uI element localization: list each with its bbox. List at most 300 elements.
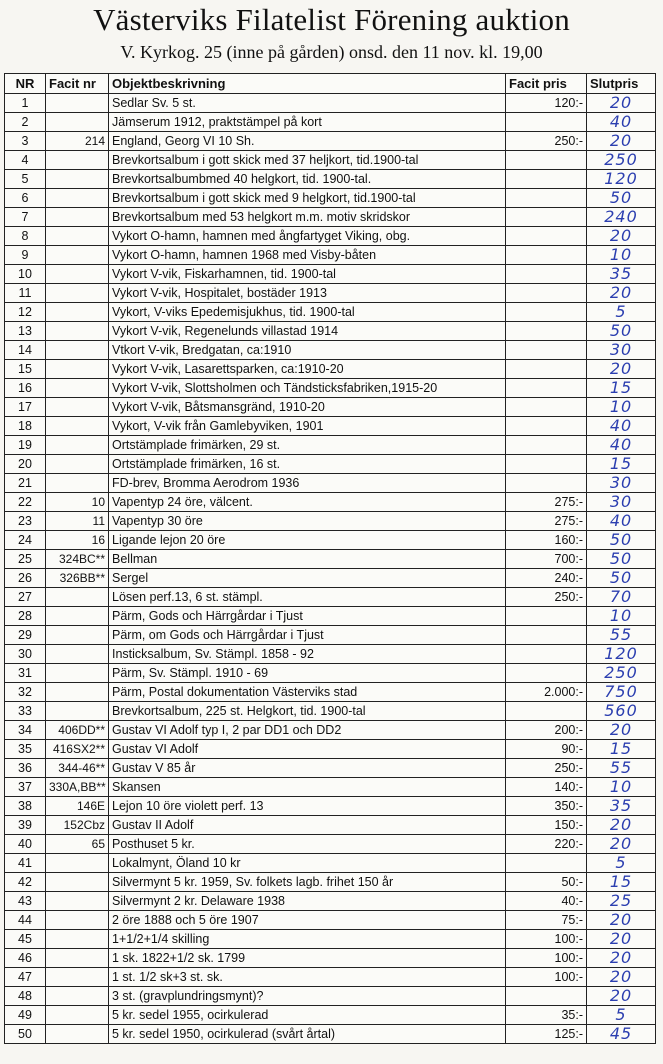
table-row: [5, 94, 656, 113]
cell-facit-nr: [46, 588, 109, 607]
cell-nr: 49: [5, 1006, 46, 1025]
cell-facit-pris: [506, 854, 587, 873]
cell-objektbeskrivning: Vykort V-vik, Hospitalet, bostäder 1913: [109, 284, 506, 303]
cell-facit-pris: [506, 417, 587, 436]
page-subtitle: V. Kyrkog. 25 (inne på gården) onsd. den 11 nov. kl. 19,00: [120, 42, 543, 62]
table-row: [5, 341, 656, 360]
table-row: [5, 493, 656, 512]
cell-nr: 7: [5, 208, 46, 227]
table-row: [5, 740, 656, 759]
cell-facit-pris: 250:-: [506, 588, 587, 607]
cell-facit-nr: [46, 436, 109, 455]
cell-nr: 29: [5, 626, 46, 645]
cell-objektbeskrivning: Bellman: [109, 550, 506, 569]
cell-objektbeskrivning: Ortstämplade frimärken, 16 st.: [109, 455, 506, 474]
cell-slutpris: 30: [587, 474, 656, 493]
table-row: [5, 968, 656, 987]
cell-objektbeskrivning: Sergel: [109, 569, 506, 588]
cell-facit-nr: 326BB**: [46, 569, 109, 588]
table-header-row: [5, 74, 656, 94]
cell-slutpris: 120: [587, 645, 656, 664]
table-row: [5, 569, 656, 588]
cell-objektbeskrivning: Lejon 10 öre violett perf. 13: [109, 797, 506, 816]
cell-facit-nr: [46, 322, 109, 341]
cell-facit-pris: [506, 341, 587, 360]
cell-facit-pris: 40:-: [506, 892, 587, 911]
cell-facit-nr: [46, 227, 109, 246]
cell-slutpris: 15: [587, 740, 656, 759]
cell-facit-pris: [506, 626, 587, 645]
cell-slutpris: 30: [587, 493, 656, 512]
cell-objektbeskrivning: Lokalmynt, Öland 10 kr: [109, 854, 506, 873]
cell-nr: 4: [5, 151, 46, 170]
cell-facit-nr: [46, 189, 109, 208]
cell-objektbeskrivning: Vykort V-vik, Båtsmansgränd, 1910-20: [109, 398, 506, 417]
table-row: [5, 322, 656, 341]
cell-facit-nr: 330A,BB**: [46, 778, 109, 797]
cell-objektbeskrivning: Vykort, V-vik från Gamlebyviken, 1901: [109, 417, 506, 436]
cell-facit-nr: [46, 341, 109, 360]
cell-facit-nr: 152Cbz: [46, 816, 109, 835]
cell-objektbeskrivning: Gustav II Adolf: [109, 816, 506, 835]
cell-nr: 43: [5, 892, 46, 911]
cell-facit-pris: 250:-: [506, 759, 587, 778]
cell-facit-pris: [506, 398, 587, 417]
cell-nr: 9: [5, 246, 46, 265]
cell-facit-pris: 50:-: [506, 873, 587, 892]
table-row: [5, 151, 656, 170]
cell-objektbeskrivning: 1 st. 1/2 sk+3 st. sk.: [109, 968, 506, 987]
cell-facit-pris: 250:-: [506, 132, 587, 151]
cell-slutpris: 20: [587, 360, 656, 379]
cell-facit-nr: [46, 170, 109, 189]
table-row: [5, 702, 656, 721]
cell-objektbeskrivning: Pärm, Gods och Härrgårdar i Tjust: [109, 607, 506, 626]
cell-slutpris: 20: [587, 949, 656, 968]
cell-facit-nr: [46, 911, 109, 930]
cell-facit-pris: [506, 208, 587, 227]
cell-facit-nr: 406DD**: [46, 721, 109, 740]
cell-facit-pris: [506, 360, 587, 379]
cell-objektbeskrivning: Vykort V-vik, Lasarettsparken, ca:1910-20: [109, 360, 506, 379]
cell-nr: 37: [5, 778, 46, 797]
cell-facit-nr: [46, 265, 109, 284]
cell-slutpris: 20: [587, 132, 656, 151]
cell-facit-nr: 16: [46, 531, 109, 550]
cell-slutpris: 40: [587, 113, 656, 132]
cell-facit-pris: 140:-: [506, 778, 587, 797]
cell-facit-nr: [46, 892, 109, 911]
table-row: [5, 683, 656, 702]
cell-slutpris: 20: [587, 835, 656, 854]
cell-slutpris: 5: [587, 1006, 656, 1025]
column-header-facit-pris: Facit pris: [506, 74, 587, 94]
cell-nr: 42: [5, 873, 46, 892]
cell-slutpris: 10: [587, 778, 656, 797]
table-row: [5, 208, 656, 227]
cell-slutpris: 55: [587, 626, 656, 645]
cell-objektbeskrivning: Pärm, om Gods och Härrgårdar i Tjust: [109, 626, 506, 645]
column-header-slutpris: Slutpris: [587, 74, 656, 94]
cell-nr: 31: [5, 664, 46, 683]
cell-objektbeskrivning: Pärm, Postal dokumentation Västerviks stad: [109, 683, 506, 702]
table-row: [5, 227, 656, 246]
cell-objektbeskrivning: Vykort O-hamn, hamnen 1968 med Visby-båten: [109, 246, 506, 265]
cell-nr: 18: [5, 417, 46, 436]
cell-slutpris: 10: [587, 398, 656, 417]
cell-objektbeskrivning: Brevkortsalbum i gott skick med 37 heljkort, tid.1900-tal: [109, 151, 506, 170]
cell-nr: 6: [5, 189, 46, 208]
cell-slutpris: 240: [587, 208, 656, 227]
table-row: [5, 664, 656, 683]
cell-nr: 27: [5, 588, 46, 607]
cell-objektbeskrivning: Vykort, V-viks Epedemisjukhus, tid. 1900-tal: [109, 303, 506, 322]
cell-slutpris: 560: [587, 702, 656, 721]
cell-objektbeskrivning: 1 sk. 1822+1/2 sk. 1799: [109, 949, 506, 968]
table-row: [5, 512, 656, 531]
cell-objektbeskrivning: 3 st. (gravplundringsmynt)?: [109, 987, 506, 1006]
cell-objektbeskrivning: Brevkortsalbumbmed 40 helgkort, tid. 1900-tal.: [109, 170, 506, 189]
table-row: [5, 360, 656, 379]
cell-slutpris: 250: [587, 664, 656, 683]
cell-objektbeskrivning: Skansen: [109, 778, 506, 797]
cell-slutpris: 50: [587, 189, 656, 208]
cell-objektbeskrivning: England, Georg VI 10 Sh.: [109, 132, 506, 151]
cell-slutpris: 5: [587, 303, 656, 322]
cell-facit-pris: 700:-: [506, 550, 587, 569]
cell-objektbeskrivning: Vapentyp 24 öre, välcent.: [109, 493, 506, 512]
table-row: [5, 417, 656, 436]
cell-slutpris: 10: [587, 246, 656, 265]
cell-nr: 25: [5, 550, 46, 569]
cell-objektbeskrivning: Posthuset 5 kr.: [109, 835, 506, 854]
table-row: [5, 265, 656, 284]
cell-facit-pris: [506, 265, 587, 284]
cell-facit-nr: 146E: [46, 797, 109, 816]
cell-facit-nr: [46, 94, 109, 113]
table-row: [5, 436, 656, 455]
cell-nr: 50: [5, 1025, 46, 1044]
cell-nr: 33: [5, 702, 46, 721]
cell-nr: 44: [5, 911, 46, 930]
cell-objektbeskrivning: Sedlar Sv. 5 st.: [109, 94, 506, 113]
table-row: [5, 816, 656, 835]
cell-facit-pris: 100:-: [506, 968, 587, 987]
cell-facit-nr: [46, 854, 109, 873]
table-row: [5, 835, 656, 854]
cell-facit-pris: [506, 170, 587, 189]
cell-slutpris: 50: [587, 550, 656, 569]
table-row: [5, 132, 656, 151]
cell-slutpris: 5: [587, 854, 656, 873]
cell-facit-nr: 324BC**: [46, 550, 109, 569]
cell-nr: 40: [5, 835, 46, 854]
cell-nr: 22: [5, 493, 46, 512]
cell-facit-pris: 100:-: [506, 930, 587, 949]
cell-facit-nr: [46, 968, 109, 987]
cell-facit-nr: [46, 208, 109, 227]
cell-slutpris: 30: [587, 341, 656, 360]
cell-nr: 28: [5, 607, 46, 626]
cell-slutpris: 20: [587, 930, 656, 949]
cell-objektbeskrivning: Vykort V-vik, Fiskarhamnen, tid. 1900-tal: [109, 265, 506, 284]
cell-facit-nr: [46, 379, 109, 398]
cell-facit-pris: [506, 702, 587, 721]
cell-nr: 20: [5, 455, 46, 474]
cell-facit-pris: 150:-: [506, 816, 587, 835]
cell-slutpris: 70: [587, 588, 656, 607]
table-body: [5, 94, 656, 1044]
cell-nr: 32: [5, 683, 46, 702]
cell-slutpris: 250: [587, 151, 656, 170]
cell-facit-pris: [506, 607, 587, 626]
table-row: [5, 531, 656, 550]
cell-slutpris: 40: [587, 417, 656, 436]
cell-nr: 48: [5, 987, 46, 1006]
cell-objektbeskrivning: 5 kr. sedel 1950, ocirkulerad (svårt årtal): [109, 1025, 506, 1044]
cell-nr: 24: [5, 531, 46, 550]
table-row: [5, 721, 656, 740]
cell-facit-pris: 220:-: [506, 835, 587, 854]
auction-table: [4, 73, 656, 1044]
cell-slutpris: 750: [587, 683, 656, 702]
cell-facit-nr: [46, 417, 109, 436]
table-row: [5, 873, 656, 892]
table-row: [5, 949, 656, 968]
cell-nr: 17: [5, 398, 46, 417]
cell-objektbeskrivning: Silvermynt 2 kr. Delaware 1938: [109, 892, 506, 911]
cell-nr: 41: [5, 854, 46, 873]
cell-objektbeskrivning: Brevkortsalbum med 53 helgkort m.m. motiv skridskor: [109, 208, 506, 227]
cell-objektbeskrivning: Vtkort V-vik, Bredgatan, ca:1910: [109, 341, 506, 360]
cell-nr: 23: [5, 512, 46, 531]
cell-objektbeskrivning: Gustav VI Adolf: [109, 740, 506, 759]
cell-facit-pris: 2.000:-: [506, 683, 587, 702]
cell-facit-pris: 350:-: [506, 797, 587, 816]
cell-nr: 13: [5, 322, 46, 341]
cell-nr: 34: [5, 721, 46, 740]
column-header-nr: NR: [5, 74, 46, 94]
cell-slutpris: 20: [587, 94, 656, 113]
table-row: [5, 797, 656, 816]
cell-facit-pris: 275:-: [506, 512, 587, 531]
cell-nr: 8: [5, 227, 46, 246]
cell-facit-nr: [46, 949, 109, 968]
cell-facit-pris: [506, 113, 587, 132]
table-row: [5, 455, 656, 474]
cell-objektbeskrivning: FD-brev, Bromma Aerodrom 1936: [109, 474, 506, 493]
cell-facit-pris: [506, 455, 587, 474]
cell-objektbeskrivning: Brevkortsalbum i gott skick med 9 helgkort, tid.1900-tal: [109, 189, 506, 208]
cell-facit-nr: 416SX2**: [46, 740, 109, 759]
cell-facit-nr: [46, 151, 109, 170]
cell-facit-nr: [46, 284, 109, 303]
table-row: [5, 588, 656, 607]
table-row: [5, 759, 656, 778]
cell-objektbeskrivning: Vykort V-vik, Slottsholmen och Tändsticksfabriken,1915-20: [109, 379, 506, 398]
cell-facit-nr: [46, 474, 109, 493]
cell-nr: 14: [5, 341, 46, 360]
cell-objektbeskrivning: Gustav V 85 år: [109, 759, 506, 778]
cell-slutpris: 40: [587, 512, 656, 531]
cell-slutpris: 15: [587, 379, 656, 398]
cell-facit-nr: 65: [46, 835, 109, 854]
cell-facit-nr: [46, 113, 109, 132]
cell-slutpris: 15: [587, 873, 656, 892]
cell-facit-nr: [46, 1025, 109, 1044]
cell-facit-pris: 120:-: [506, 94, 587, 113]
cell-slutpris: 35: [587, 797, 656, 816]
page-title: Västerviks Filatelist Förening auktion: [93, 2, 570, 37]
cell-nr: 39: [5, 816, 46, 835]
cell-facit-pris: [506, 322, 587, 341]
table-row: [5, 474, 656, 493]
cell-slutpris: 15: [587, 455, 656, 474]
cell-facit-pris: [506, 664, 587, 683]
cell-nr: 12: [5, 303, 46, 322]
cell-nr: 16: [5, 379, 46, 398]
table-row: [5, 170, 656, 189]
table-row: [5, 398, 656, 417]
cell-slutpris: 35: [587, 265, 656, 284]
cell-slutpris: 10: [587, 607, 656, 626]
cell-facit-pris: [506, 151, 587, 170]
cell-facit-nr: [46, 246, 109, 265]
cell-nr: 19: [5, 436, 46, 455]
table-row: [5, 645, 656, 664]
cell-facit-nr: [46, 455, 109, 474]
cell-nr: 36: [5, 759, 46, 778]
table-row: [5, 303, 656, 322]
cell-facit-pris: 100:-: [506, 949, 587, 968]
cell-facit-pris: [506, 227, 587, 246]
table-row: [5, 892, 656, 911]
cell-facit-nr: 10: [46, 493, 109, 512]
cell-objektbeskrivning: Silvermynt 5 kr. 1959, Sv. folkets lagb. frihet 150 år: [109, 873, 506, 892]
cell-facit-nr: [46, 607, 109, 626]
cell-slutpris: 45: [587, 1025, 656, 1044]
cell-facit-pris: [506, 436, 587, 455]
cell-facit-nr: [46, 987, 109, 1006]
table-row: [5, 1006, 656, 1025]
cell-slutpris: 120: [587, 170, 656, 189]
cell-slutpris: 50: [587, 531, 656, 550]
cell-facit-pris: 240:-: [506, 569, 587, 588]
cell-slutpris: 25: [587, 892, 656, 911]
cell-objektbeskrivning: Vykort V-vik, Regenelunds villastad 1914: [109, 322, 506, 341]
cell-facit-nr: [46, 626, 109, 645]
cell-facit-pris: 35:-: [506, 1006, 587, 1025]
cell-objektbeskrivning: Gustav VI Adolf typ I, 2 par DD1 och DD2: [109, 721, 506, 740]
cell-slutpris: 55: [587, 759, 656, 778]
table-row: [5, 607, 656, 626]
cell-facit-nr: [46, 398, 109, 417]
column-header-facit-nr: Facit nr: [46, 74, 109, 94]
table-row: [5, 246, 656, 265]
cell-objektbeskrivning: Vapentyp 30 öre: [109, 512, 506, 531]
cell-slutpris: 20: [587, 721, 656, 740]
table-row: [5, 550, 656, 569]
cell-nr: 3: [5, 132, 46, 151]
cell-objektbeskrivning: Lösen perf.13, 6 st. stämpl.: [109, 588, 506, 607]
table-row: [5, 987, 656, 1006]
table-row: [5, 379, 656, 398]
table-row: [5, 626, 656, 645]
cell-objektbeskrivning: 2 öre 1888 och 5 öre 1907: [109, 911, 506, 930]
cell-nr: 1: [5, 94, 46, 113]
cell-facit-pris: 125:-: [506, 1025, 587, 1044]
table-row: [5, 284, 656, 303]
cell-slutpris: 40: [587, 436, 656, 455]
cell-slutpris: 20: [587, 227, 656, 246]
cell-facit-nr: [46, 1006, 109, 1025]
cell-facit-nr: [46, 873, 109, 892]
cell-facit-pris: [506, 303, 587, 322]
cell-nr: 21: [5, 474, 46, 493]
cell-facit-nr: [46, 683, 109, 702]
table-row: [5, 930, 656, 949]
cell-slutpris: 20: [587, 816, 656, 835]
table-row: [5, 911, 656, 930]
table-row: [5, 854, 656, 873]
cell-facit-pris: [506, 246, 587, 265]
cell-facit-pris: [506, 474, 587, 493]
cell-facit-pris: 275:-: [506, 493, 587, 512]
cell-slutpris: 20: [587, 911, 656, 930]
cell-facit-pris: 160:-: [506, 531, 587, 550]
cell-facit-nr: [46, 664, 109, 683]
cell-nr: 5: [5, 170, 46, 189]
cell-objektbeskrivning: Jämserum 1912, praktstämpel på kort: [109, 113, 506, 132]
cell-facit-pris: 90:-: [506, 740, 587, 759]
cell-objektbeskrivning: Pärm, Sv. Stämpl. 1910 - 69: [109, 664, 506, 683]
cell-facit-pris: [506, 284, 587, 303]
cell-objektbeskrivning: Vykort O-hamn, hamnen med ångfartyget Viking, obg.: [109, 227, 506, 246]
table-row: [5, 189, 656, 208]
cell-nr: 46: [5, 949, 46, 968]
cell-slutpris: 20: [587, 987, 656, 1006]
cell-facit-pris: [506, 645, 587, 664]
cell-nr: 45: [5, 930, 46, 949]
cell-objektbeskrivning: Ligande lejon 20 öre: [109, 531, 506, 550]
table-row: [5, 1025, 656, 1044]
cell-objektbeskrivning: 1+1/2+1/4 skilling: [109, 930, 506, 949]
cell-nr: 35: [5, 740, 46, 759]
cell-facit-nr: 344-46**: [46, 759, 109, 778]
cell-slutpris: 20: [587, 968, 656, 987]
cell-facit-pris: 75:-: [506, 911, 587, 930]
cell-facit-pris: [506, 987, 587, 1006]
cell-facit-nr: [46, 930, 109, 949]
cell-facit-pris: 200:-: [506, 721, 587, 740]
cell-slutpris: 20: [587, 284, 656, 303]
cell-facit-nr: [46, 702, 109, 721]
column-header-objektbeskrivning: Objektbeskrivning: [109, 74, 506, 94]
cell-facit-pris: [506, 379, 587, 398]
cell-nr: 47: [5, 968, 46, 987]
cell-facit-pris: [506, 189, 587, 208]
cell-facit-nr: 11: [46, 512, 109, 531]
cell-nr: 38: [5, 797, 46, 816]
cell-facit-nr: [46, 360, 109, 379]
table-row: [5, 113, 656, 132]
table-row: [5, 778, 656, 797]
cell-facit-nr: 214: [46, 132, 109, 151]
cell-nr: 11: [5, 284, 46, 303]
cell-facit-nr: [46, 645, 109, 664]
cell-slutpris: 50: [587, 322, 656, 341]
cell-slutpris: 50: [587, 569, 656, 588]
